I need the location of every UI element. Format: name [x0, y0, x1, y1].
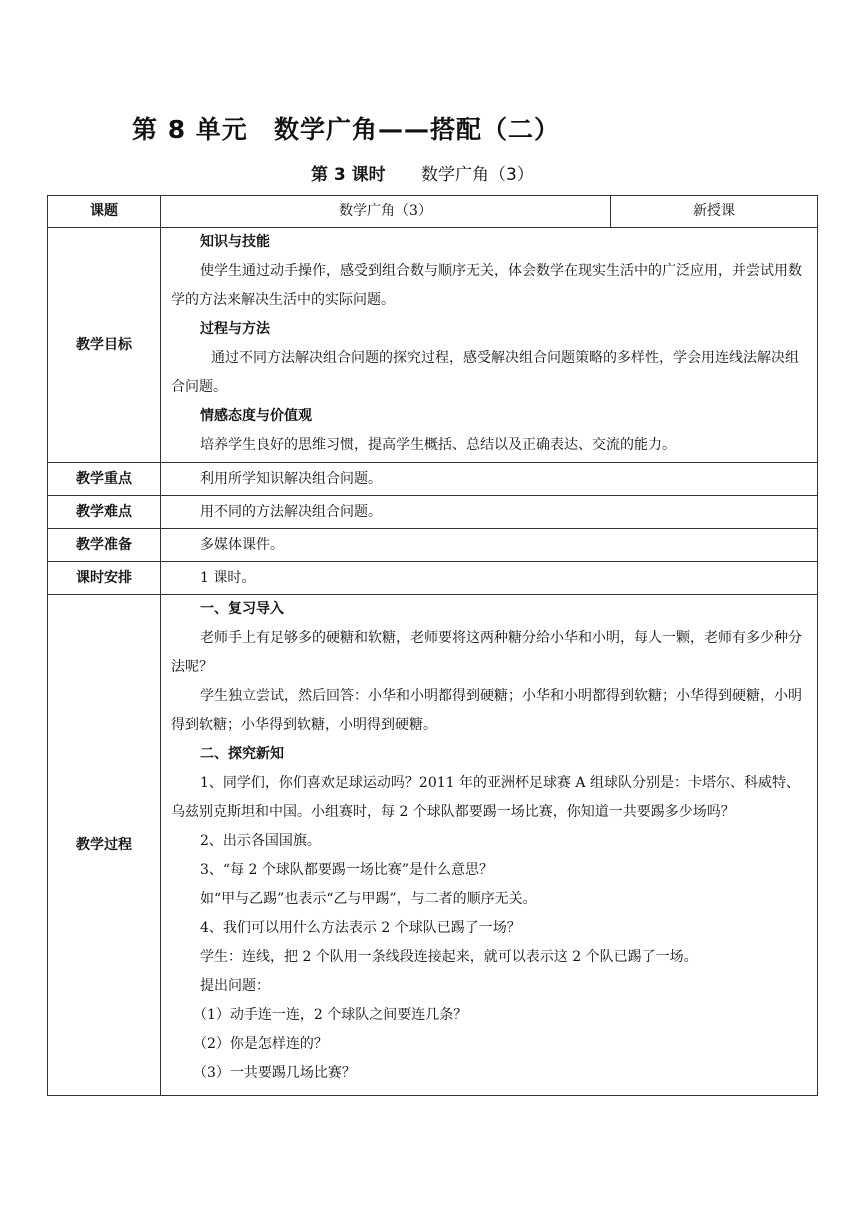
row-time [48, 562, 818, 595]
process-text-8: 学生：连线，把 2 个队用一条线段连接起来，就可以表示这 2 个队已踢了一场。 [200, 949, 698, 965]
difficulty-label: 教学难点 [48, 496, 161, 529]
process-text-9: 提出问题： [200, 978, 270, 994]
prep-label: 教学准备 [48, 529, 161, 562]
process-text-7: 4、我们可以用什么方法表示 2 个球队已踢了一场？ [200, 920, 521, 936]
time-text: 1 课时。 [200, 569, 256, 586]
row-process [48, 595, 818, 1096]
process-question-2: （2）你是怎样连的？ [193, 1036, 328, 1052]
process-text-4: 2、出示各国国旗。 [200, 833, 321, 849]
goals-text-emotion: 培养学生良好的思维习惯，提高学生概括、总结以及正确表达、交流的能力。 [200, 437, 676, 453]
process-text-1: 老师手上有足够多的硬糖和软糖，老师要将这两种糖分给小华和小明，每人一颗，老师有多少种分法呢？ [171, 630, 802, 675]
goals-heading-process: 过程与方法 [200, 321, 270, 337]
process-text-6: 如“甲与乙踢”也表示“乙与甲踢”，与二者的顺序无关。 [200, 891, 537, 907]
process-text-3: 1、同学们，你们喜欢足球运动吗？2011 年的亚洲杯足球赛 A 组球队分别是：卡塔尔、科威特、乌兹别克斯坦和中国。小组赛时，每 2 个球队都要踢一场比赛，你知道一共要踢多少场吗？ [171, 775, 800, 820]
process-content [161, 595, 818, 1096]
lesson-type: 新授课 [611, 196, 818, 228]
difficulty-text: 用不同的方法解决组合问题。 [200, 503, 382, 520]
goals-text-knowledge: 使学生通过动手操作，感受到组合数与顺序无关，体会数学在现实生活中的广泛应用，并尝试用数学的方法来解决生活中的实际问题。 [171, 263, 802, 308]
goals-content [161, 228, 818, 463]
time-label: 课时安排 [48, 562, 161, 595]
goals-label: 教学目标 [48, 228, 161, 463]
key-point-label: 教学重点 [48, 463, 161, 496]
row-key-point [48, 463, 818, 496]
process-text-5: 3、“每 2 个球队都要踢一场比赛”是什么意思？ [200, 862, 494, 878]
process-question-3: （3）一共要踢几场比赛？ [193, 1065, 356, 1081]
lesson-title: 数学广角（3） [421, 165, 534, 185]
process-heading-review: 一、复习导入 [200, 601, 284, 617]
goals-heading-emotion: 情感态度与价值观 [200, 408, 312, 424]
difficulty-value [161, 496, 818, 529]
row-prep [48, 529, 818, 562]
prep-text: 多媒体课件。 [200, 536, 284, 553]
goals-text-process: 通过不同方法解决组合问题的探究过程，感受解决组合问题策略的多样性，学会用连线法解决组合问题。 [171, 350, 799, 395]
key-point-text: 利用所学知识解决组合问题。 [200, 470, 382, 487]
prep-value [161, 529, 818, 562]
row-difficulty [48, 496, 818, 529]
key-point-value [161, 463, 818, 496]
row-goals [48, 228, 818, 463]
row-topic [48, 196, 818, 228]
unit-title: 数学广角——搭配（二） [274, 115, 561, 144]
topic-label: 课题 [48, 196, 161, 228]
process-heading-explore: 二、探究新知 [200, 746, 284, 762]
topic-value: 数学广角（3） [161, 196, 611, 228]
process-question-1: （1）动手连一连，2 个球队之间要连几条？ [193, 1007, 468, 1023]
process-text-2: 学生独立尝试，然后回答：小华和小明都得到硬糖；小华和小明都得到软糖；小华得到硬糖，小明得到软糖；小华得到软糖，小明得到硬糖。 [171, 688, 802, 733]
time-value [161, 562, 818, 595]
unit-number: 第 8 单元 [132, 115, 248, 144]
lesson-number: 第 3 课时 [311, 165, 386, 185]
goals-heading-knowledge: 知识与技能 [200, 234, 270, 250]
lesson-plan-table [47, 195, 818, 1096]
process-label: 教学过程 [48, 595, 161, 1096]
